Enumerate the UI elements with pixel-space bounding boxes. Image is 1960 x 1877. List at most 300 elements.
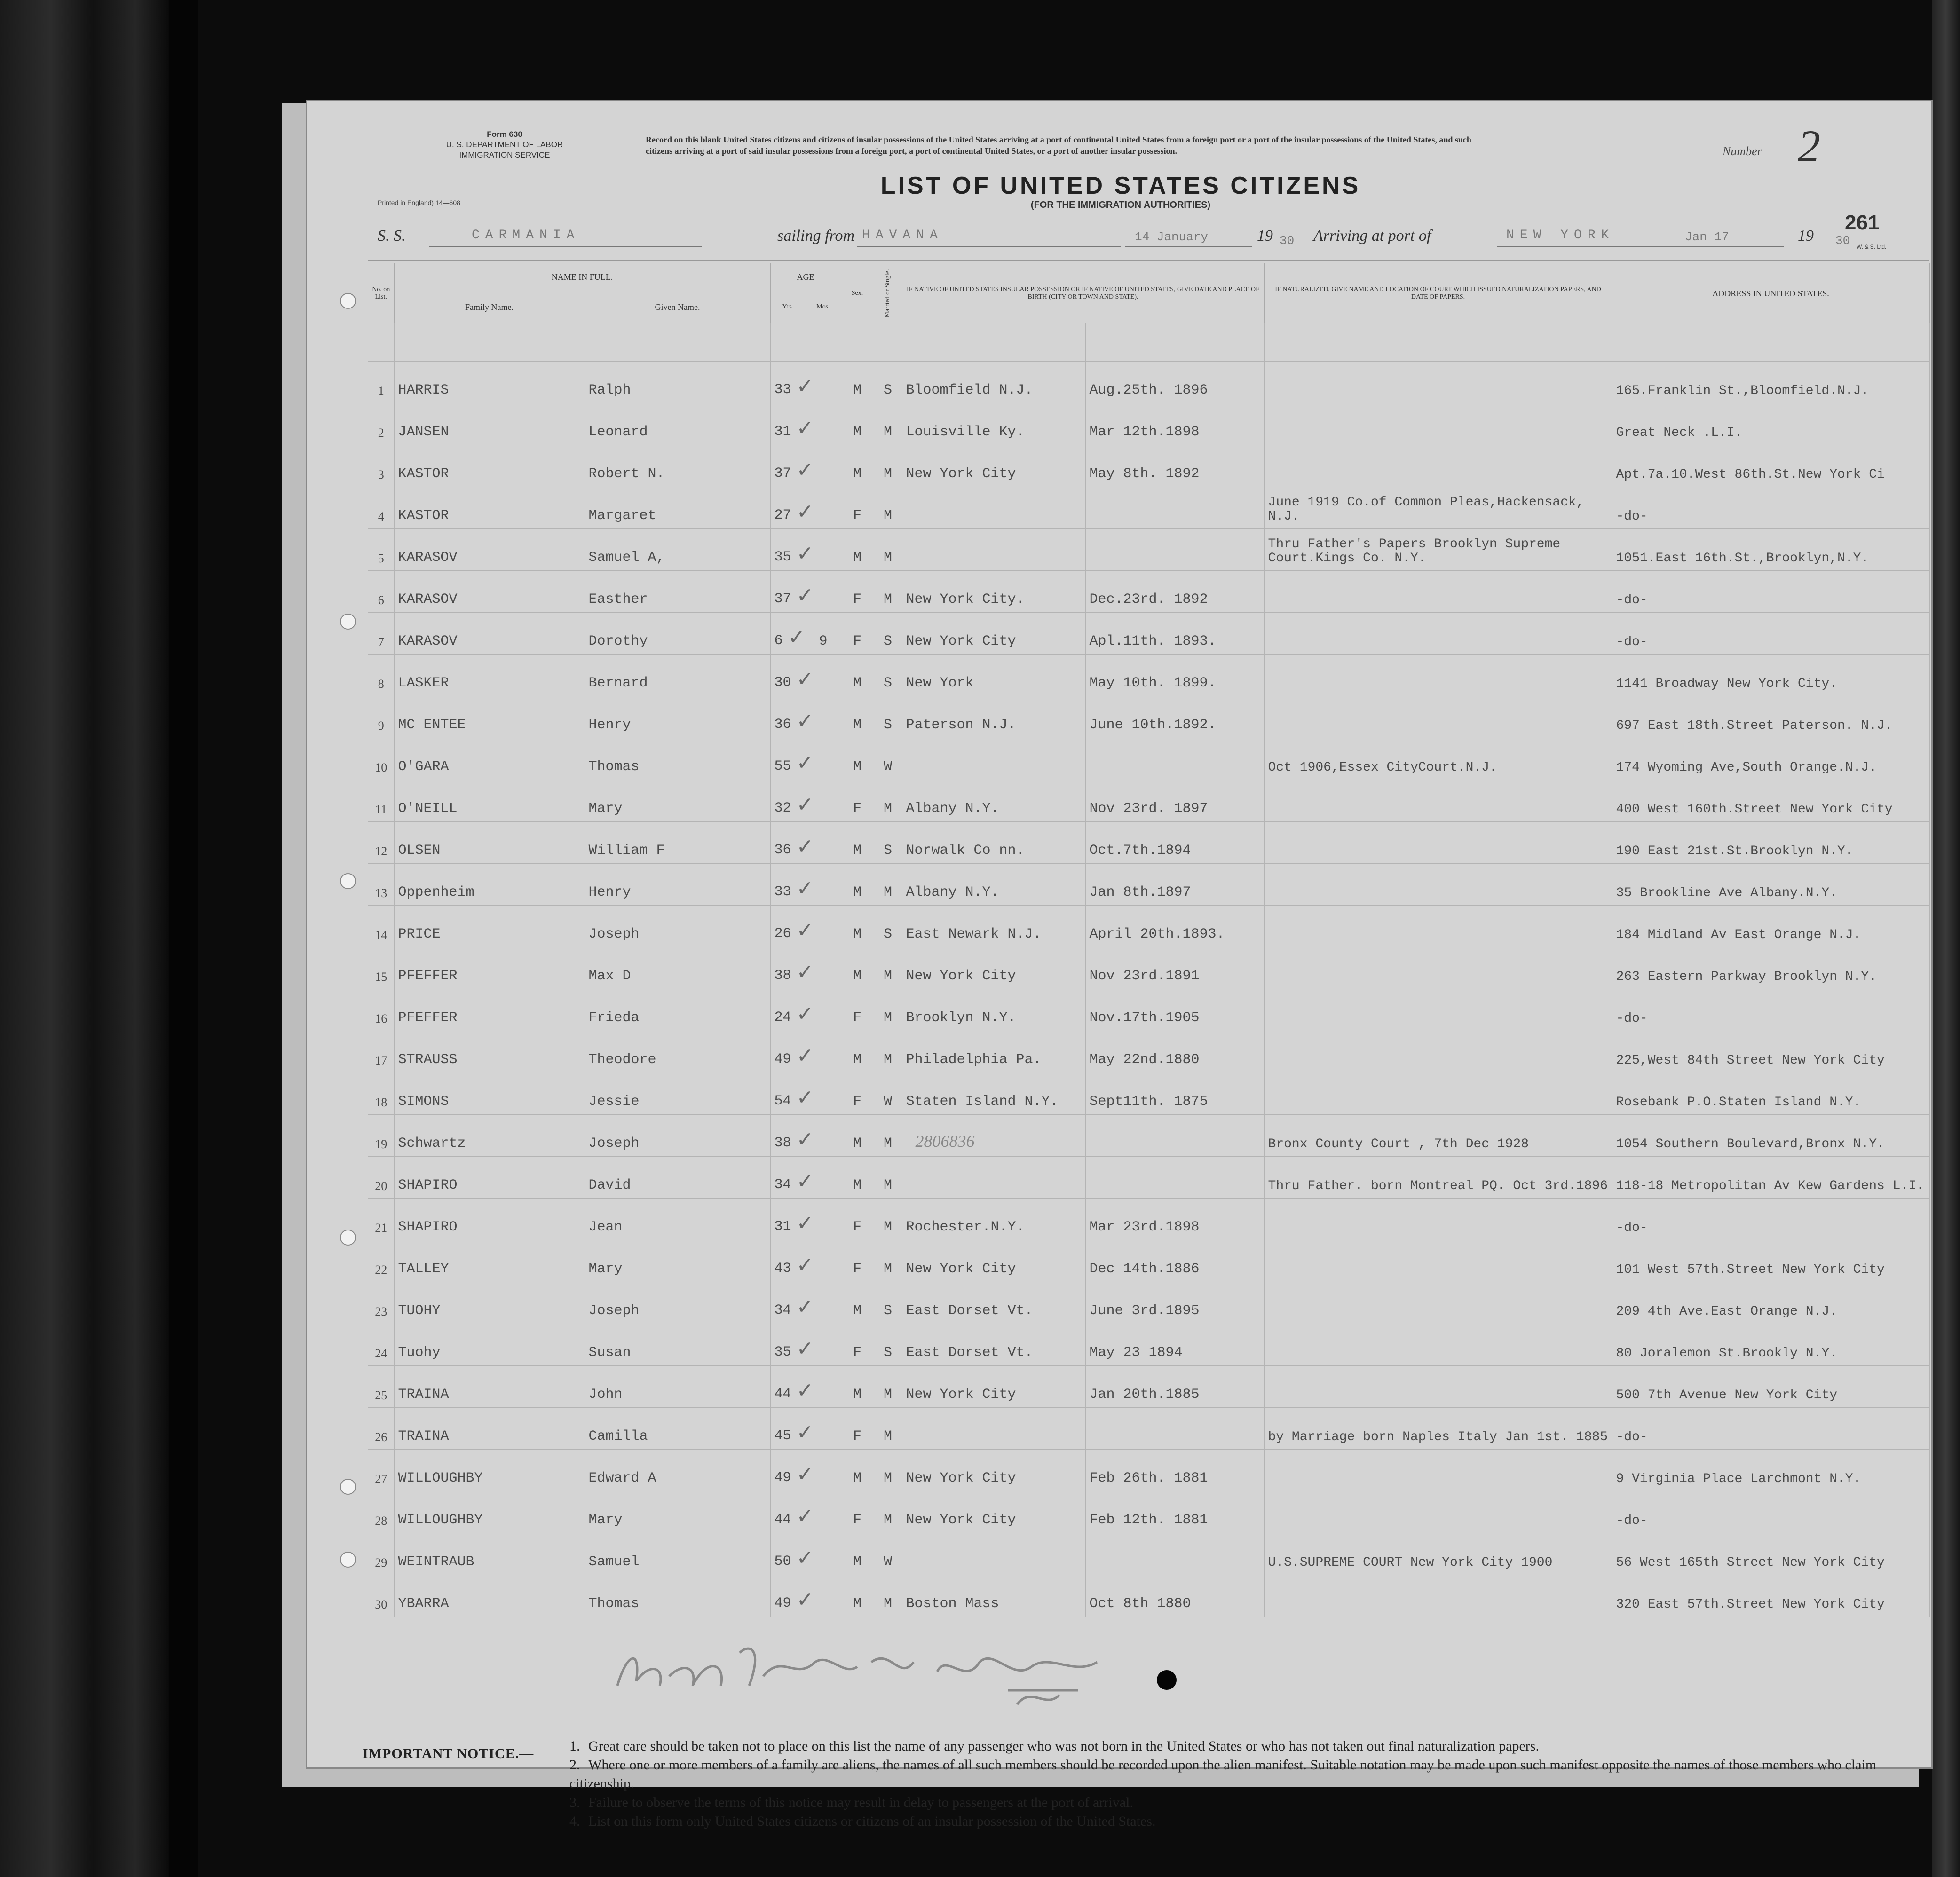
cell-marital-status: M	[874, 1157, 902, 1199]
cell-age-years: 31 ✓	[770, 1199, 806, 1240]
cell-age-years: 44 ✓	[770, 1491, 806, 1533]
cell-birth-date: Nov 23rd. 1897	[1085, 780, 1264, 822]
cell-sex: M	[841, 1533, 874, 1575]
check-mark-icon: ✓	[791, 584, 814, 607]
cell-given-name: Joseph	[585, 1115, 770, 1157]
cell-address: -do-	[1612, 487, 1929, 529]
cell-address: 80 Joralemon St.Brookly N.Y.	[1612, 1324, 1929, 1366]
cell-marital-status: M	[874, 947, 902, 989]
cell-family-name: TALLEY	[394, 1240, 585, 1282]
cell-family-name: SHAPIRO	[394, 1157, 585, 1199]
check-mark-icon: ✓	[782, 626, 806, 649]
cell-birth-date	[1085, 1115, 1264, 1157]
cell-birth-date: Mar 12th.1898	[1085, 403, 1264, 445]
cell-number: 2	[368, 403, 394, 445]
cell-birth-date: Feb 12th. 1881	[1085, 1491, 1264, 1533]
cell-number: 23	[368, 1282, 394, 1324]
cell-naturalization	[1264, 780, 1612, 822]
cell-sex: F	[841, 1199, 874, 1240]
cell-family-name: HARRIS	[394, 362, 585, 403]
cell-age-years: 49 ✓	[770, 1575, 806, 1617]
cell-birth-place: East Dorset Vt.	[902, 1324, 1085, 1366]
header-address: ADDRESS IN UNITED STATES.	[1612, 263, 1929, 323]
table-row	[368, 1533, 1929, 1575]
cell-address: 500 7th Avenue New York City	[1612, 1366, 1929, 1408]
cell-marital-status: M	[874, 1199, 902, 1240]
cell-birth-place: Bloomfield N.J.	[902, 362, 1085, 403]
cell-age-years: 54 ✓	[770, 1073, 806, 1115]
cell-marital-status: S	[874, 696, 902, 738]
cell-marital-status: M	[874, 571, 902, 613]
table-row	[368, 864, 1929, 906]
cell-naturalization	[1264, 1324, 1612, 1366]
cell-sex: F	[841, 780, 874, 822]
cell-naturalization: June 1919 Co.of Common Pleas,Hackensack, N.J.	[1264, 487, 1612, 529]
cell-age-years: 33 ✓	[770, 864, 806, 906]
cell-given-name: Jean	[585, 1199, 770, 1240]
punch-hole	[340, 1552, 356, 1568]
cell-given-name: Easther	[585, 571, 770, 613]
cell-given-name: Thomas	[585, 1575, 770, 1617]
table-row	[368, 906, 1929, 947]
cell-number: 7	[368, 613, 394, 655]
cell-sex: F	[841, 571, 874, 613]
number-label: Number	[1723, 144, 1762, 158]
cell-birth-place: New York	[902, 655, 1085, 696]
cell-family-name: KASTOR	[394, 487, 585, 529]
cell-age-years: 26 ✓	[770, 906, 806, 947]
table-row	[368, 1575, 1929, 1617]
check-mark-icon: ✓	[791, 710, 814, 733]
cell-given-name: Samuel A,	[585, 529, 770, 571]
cell-marital-status: W	[874, 1073, 902, 1115]
check-mark-icon: ✓	[791, 835, 814, 858]
cell-marital-status: M	[874, 1450, 902, 1491]
cell-birth-date: Oct 8th 1880	[1085, 1575, 1264, 1617]
cell-birth-place: Brooklyn N.Y.	[902, 989, 1085, 1031]
cell-given-name: Edward A	[585, 1450, 770, 1491]
scanner-background-strip	[169, 0, 198, 1877]
arrival-date: Jan 17	[1685, 230, 1729, 244]
cell-number: 29	[368, 1533, 394, 1575]
cell-birth-date: Dec.23rd. 1892	[1085, 571, 1264, 613]
instruction-text: Record on this blank United States citizens and citizens of insular possessions of the United States arriving at a port of continental United States from a foreign port or a port of the insular possessions of the United States, and such citizens arriving at a port of said insular possessions from a foreign port, a port of continental United States, or a port of another insular possession.	[646, 135, 1471, 156]
cell-naturalization	[1264, 989, 1612, 1031]
cell-address: 165.Franklin St.,Bloomfield.N.J.	[1612, 362, 1929, 403]
cell-address: -do-	[1612, 613, 1929, 655]
cell-birth-date: Nov.17th.1905	[1085, 989, 1264, 1031]
check-mark-icon: ✓	[791, 1463, 814, 1486]
table-row	[368, 947, 1929, 989]
cell-marital-status: M	[874, 1408, 902, 1450]
cell-given-name: David	[585, 1157, 770, 1199]
cell-naturalization	[1264, 403, 1612, 445]
cell-given-name: Samuel	[585, 1533, 770, 1575]
cell-birth-place: Albany N.Y.	[902, 864, 1085, 906]
cell-number: 13	[368, 864, 394, 906]
cell-marital-status: W	[874, 1533, 902, 1575]
cell-sex: F	[841, 1240, 874, 1282]
cell-address: 225,West 84th Street New York City	[1612, 1031, 1929, 1073]
cell-given-name: Theodore	[585, 1031, 770, 1073]
cell-address: 101 West 57th.Street New York City	[1612, 1240, 1929, 1282]
cell-marital-status: M	[874, 864, 902, 906]
cell-family-name: PFEFFER	[394, 947, 585, 989]
cell-given-name: Dorothy	[585, 613, 770, 655]
cell-sex: F	[841, 613, 874, 655]
notice-item-3: 3. Failure to observe the terms of this notice may result in delay to passengers at the port of arrival.	[569, 1795, 1133, 1810]
cell-sex: M	[841, 696, 874, 738]
cell-marital-status: S	[874, 1282, 902, 1324]
document-subtitle: (FOR THE IMMIGRATION AUTHORITIES)	[1030, 200, 1211, 210]
cell-naturalization	[1264, 947, 1612, 989]
header-family-name: Family Name.	[394, 291, 585, 323]
check-mark-icon: ✓	[791, 375, 814, 398]
cell-family-name: Schwartz	[394, 1115, 585, 1157]
notice-item-1: 1. Great care should be taken not to place on this list the name of any passenger who was not born in the United States or who has not taken out final naturalization papers.	[569, 1738, 1539, 1754]
cell-marital-status: S	[874, 906, 902, 947]
check-mark-icon: ✓	[791, 1254, 814, 1277]
cell-birth-place: Philadelphia Pa.	[902, 1031, 1085, 1073]
check-mark-icon: ✓	[791, 668, 814, 691]
cell-marital-status: W	[874, 738, 902, 780]
table-row	[368, 571, 1929, 613]
document-title: LIST OF UNITED STATES CITIZENS	[880, 172, 1361, 199]
cell-given-name: Bernard	[585, 655, 770, 696]
cell-sex: M	[841, 1282, 874, 1324]
cell-given-name: Mary	[585, 1491, 770, 1533]
cell-naturalization	[1264, 1450, 1612, 1491]
departure-date: 14 January	[1135, 230, 1209, 244]
cell-age-years: 50 ✓	[770, 1533, 806, 1575]
cell-number: 18	[368, 1073, 394, 1115]
cell-birth-date: Sept11th. 1875	[1085, 1073, 1264, 1115]
cell-sex: M	[841, 1450, 874, 1491]
cell-number: 10	[368, 738, 394, 780]
cell-birth-date	[1085, 487, 1264, 529]
cell-family-name: KARASOV	[394, 571, 585, 613]
cell-sex: M	[841, 822, 874, 864]
check-mark-icon: ✓	[791, 1295, 814, 1318]
notice-label: IMPORTANT NOTICE.—	[363, 1746, 534, 1761]
cell-family-name: JANSEN	[394, 403, 585, 445]
cell-address: 118-18 Metropolitan Av Kew Gardens L.I.	[1612, 1157, 1929, 1199]
cell-number: 8	[368, 655, 394, 696]
cell-birth-date: April 20th.1893.	[1085, 906, 1264, 947]
cell-number: 24	[368, 1324, 394, 1366]
inspector-signature	[608, 1634, 1125, 1709]
table-row	[368, 403, 1929, 445]
cell-number: 11	[368, 780, 394, 822]
cell-address: Great Neck .L.I.	[1612, 403, 1929, 445]
cell-naturalization: Thru Father's Papers Brooklyn Supreme Court.Kings Co. N.Y.	[1264, 529, 1612, 571]
year-2: 30	[1835, 234, 1850, 248]
cell-naturalization: by Marriage born Naples Italy Jan 1st. 1885	[1264, 1408, 1612, 1450]
cell-given-name: Mary	[585, 780, 770, 822]
check-mark-icon: ✓	[791, 458, 814, 481]
cell-birth-place	[902, 1408, 1085, 1450]
cell-number: 27	[368, 1450, 394, 1491]
cell-address: 35 Brookline Ave Albany.N.Y.	[1612, 864, 1929, 906]
cell-marital-status: M	[874, 1031, 902, 1073]
header-mos: Mos.	[806, 291, 841, 323]
cell-address: 320 East 57th.Street New York City	[1612, 1575, 1929, 1617]
cell-naturalization	[1264, 445, 1612, 487]
cell-birth-date: June 10th.1892.	[1085, 696, 1264, 738]
cell-naturalization	[1264, 613, 1612, 655]
cell-marital-status: S	[874, 362, 902, 403]
table-row	[368, 1073, 1929, 1115]
cell-given-name: Robert N.	[585, 445, 770, 487]
table-row	[368, 1282, 1929, 1324]
cell-given-name: Thomas	[585, 738, 770, 780]
cell-birth-date: Jan 8th.1897	[1085, 864, 1264, 906]
table-row	[368, 487, 1929, 529]
check-mark-icon: ✓	[791, 1421, 814, 1444]
table-row	[368, 696, 1929, 738]
cell-marital-status: M	[874, 445, 902, 487]
cell-age-years: 35 ✓	[770, 529, 806, 571]
cell-given-name: Henry	[585, 864, 770, 906]
cell-age-years: 27 ✓	[770, 487, 806, 529]
cell-address: 184 Midland Av East Orange N.J.	[1612, 906, 1929, 947]
cell-given-name: William F	[585, 822, 770, 864]
cell-age-years: 37 ✓	[770, 445, 806, 487]
cell-birth-place: East Newark N.J.	[902, 906, 1085, 947]
table-row	[368, 1366, 1929, 1408]
ss-label: S. S.	[378, 227, 406, 244]
table-row	[368, 1115, 1929, 1157]
voyage-line	[307, 225, 1934, 253]
cell-age-months: 9	[806, 613, 841, 655]
check-mark-icon: ✓	[791, 961, 814, 984]
check-mark-icon: ✓	[791, 500, 814, 523]
cell-birth-place: New York City	[902, 1450, 1085, 1491]
cell-age-years: 30 ✓	[770, 655, 806, 696]
table-row	[368, 362, 1929, 403]
punch-hole	[340, 873, 356, 889]
cell-sex: F	[841, 1073, 874, 1115]
cell-naturalization	[1264, 906, 1612, 947]
cell-age-years: 36 ✓	[770, 696, 806, 738]
cell-birth-place	[902, 1115, 1085, 1157]
cell-sex: F	[841, 1408, 874, 1450]
punch-hole	[340, 293, 356, 309]
cell-birth-place: Albany N.Y.	[902, 780, 1085, 822]
cell-address: -do-	[1612, 989, 1929, 1031]
cell-family-name: MC ENTEE	[394, 696, 585, 738]
cell-number: 6	[368, 571, 394, 613]
cell-given-name: Leonard	[585, 403, 770, 445]
cell-sex: M	[841, 947, 874, 989]
cell-naturalization: Thru Father. born Montreal PQ. Oct 3rd.1896	[1264, 1157, 1612, 1199]
cell-marital-status: M	[874, 403, 902, 445]
header-naturalized: IF NATURALIZED, GIVE NAME AND LOCATION OF COURT WHICH ISSUED NATURALIZATION PAPERS, AND DATE OF PAPERS.	[1264, 263, 1612, 323]
cell-address: -do-	[1612, 1199, 1929, 1240]
punch-hole	[340, 614, 356, 630]
cell-birth-date: Dec 14th.1886	[1085, 1240, 1264, 1282]
notice-item-4: 4. List on this form only United States citizens or citizens of an insular possession of the United States.	[569, 1814, 1156, 1829]
notice-list	[569, 1737, 1933, 1831]
cell-birth-place: New York City	[902, 445, 1085, 487]
table-row	[368, 989, 1929, 1031]
cell-birth-place	[902, 738, 1085, 780]
cell-address: Apt.7a.10.West 86th.St.New York Ci	[1612, 445, 1929, 487]
cell-birth-date: Jan 20th.1885	[1085, 1366, 1264, 1408]
cell-marital-status: M	[874, 780, 902, 822]
cell-family-name: Tuohy	[394, 1324, 585, 1366]
ship-line	[429, 246, 702, 247]
header-age: AGE	[770, 263, 841, 291]
cell-address: 1051.East 16th.St.,Brooklyn,N.Y.	[1612, 529, 1929, 571]
cell-birth-place	[902, 1533, 1085, 1575]
cell-address: Rosebank P.O.Staten Island N.Y.	[1612, 1073, 1929, 1115]
cell-marital-status: M	[874, 487, 902, 529]
check-mark-icon: ✓	[791, 1546, 814, 1569]
binding-hole	[1157, 1670, 1177, 1690]
cell-number: 9	[368, 696, 394, 738]
cell-given-name: Henry	[585, 696, 770, 738]
table-row	[368, 613, 1929, 655]
cell-age-years: 35 ✓	[770, 1324, 806, 1366]
arriving-label: Arriving at port of	[1313, 227, 1431, 244]
cell-marital-status: M	[874, 1491, 902, 1533]
cell-sex: M	[841, 529, 874, 571]
cell-sex: F	[841, 1324, 874, 1366]
printed-note: Printed in England) 14—608	[378, 199, 460, 206]
header-sex: Sex.	[841, 263, 874, 323]
cell-family-name: Oppenheim	[394, 864, 585, 906]
cell-birth-date: May 23 1894	[1085, 1324, 1264, 1366]
cell-naturalization	[1264, 864, 1612, 906]
cell-birth-place	[902, 529, 1085, 571]
cell-birth-place: New York City	[902, 947, 1085, 989]
cell-age-years: 43 ✓	[770, 1240, 806, 1282]
cell-birth-date: Aug.25th. 1896	[1085, 362, 1264, 403]
cell-address: -do-	[1612, 1408, 1929, 1450]
check-mark-icon: ✓	[791, 793, 814, 816]
cell-age-years: 37 ✓	[770, 571, 806, 613]
cell-address: 697 East 18th.Street Paterson. N.J.	[1612, 696, 1929, 738]
cell-marital-status: S	[874, 1324, 902, 1366]
cell-address: -do-	[1612, 1491, 1929, 1533]
cell-family-name: TRAINA	[394, 1408, 585, 1450]
cell-number: 4	[368, 487, 394, 529]
form-number: Form 630	[487, 130, 522, 139]
check-mark-icon: ✓	[791, 1170, 814, 1193]
cell-family-name: SHAPIRO	[394, 1199, 585, 1240]
cell-sex: M	[841, 738, 874, 780]
cell-family-name: PRICE	[394, 906, 585, 947]
cell-naturalization	[1264, 1031, 1612, 1073]
department: U. S. DEPARTMENT OF LABOR	[446, 140, 563, 149]
check-mark-icon: ✓	[791, 1588, 814, 1611]
cell-birth-place: Norwalk Co nn.	[902, 822, 1085, 864]
cell-age-years: 55 ✓	[770, 738, 806, 780]
cell-family-name: WILLOUGHBY	[394, 1450, 585, 1491]
cell-sex: F	[841, 487, 874, 529]
header-given-name: Given Name.	[585, 291, 770, 323]
cell-naturalization	[1264, 1199, 1612, 1240]
cell-birth-place: Louisville Ky.	[902, 403, 1085, 445]
header-no: No. on List.	[368, 263, 394, 323]
cell-family-name: WILLOUGHBY	[394, 1491, 585, 1533]
port-to-line	[1497, 246, 1784, 247]
cell-naturalization: Oct 1906,Essex CityCourt.N.J.	[1264, 738, 1612, 780]
cell-age-years: 49 ✓	[770, 1031, 806, 1073]
cell-age-years: 38 ✓	[770, 1115, 806, 1157]
cell-birth-date: May 8th. 1892	[1085, 445, 1264, 487]
manifest-sheet	[306, 100, 1933, 1829]
cell-sex: F	[841, 989, 874, 1031]
cell-number: 12	[368, 822, 394, 864]
cell-birth-place: New York City	[902, 1240, 1085, 1282]
cell-number: 16	[368, 989, 394, 1031]
notice-item-2: 2. Where one or more members of a family are aliens, the names of all such members should be recorded upon the alien manifest. Suitable notation may be made upon such manifest opposite the names of those members who claim citizenship.	[569, 1757, 1877, 1791]
scanner-background-right	[1932, 0, 1960, 1877]
cell-birth-place: Staten Island N.Y.	[902, 1073, 1085, 1115]
cell-address: 56 West 165th Street New York City	[1612, 1533, 1929, 1575]
check-mark-icon: ✓	[791, 1337, 814, 1360]
cell-birth-date: May 10th. 1899.	[1085, 655, 1264, 696]
table-row	[368, 738, 1929, 780]
cell-birth-date: Mar 23rd.1898	[1085, 1199, 1264, 1240]
year-1: 30	[1280, 234, 1295, 248]
cell-birth-date	[1085, 1533, 1264, 1575]
cell-given-name: Margaret	[585, 487, 770, 529]
table-row	[368, 1324, 1929, 1366]
cell-family-name: TUOHY	[394, 1282, 585, 1324]
cell-address: 9 Virginia Place Larchmont N.Y.	[1612, 1450, 1929, 1491]
cell-age-years: 36 ✓	[770, 822, 806, 864]
port-from: HAVANA	[862, 228, 943, 243]
cell-sex: M	[841, 445, 874, 487]
cell-number: 14	[368, 906, 394, 947]
cell-sex: M	[841, 1157, 874, 1199]
page-number: 261	[1845, 211, 1880, 234]
cell-age-years: 34 ✓	[770, 1157, 806, 1199]
cell-naturalization	[1264, 1282, 1612, 1324]
cell-birth-date	[1085, 529, 1264, 571]
printer-note: W. & S. Ltd.	[1857, 244, 1887, 250]
table-row	[368, 655, 1929, 696]
cell-age-years: 24 ✓	[770, 989, 806, 1031]
cell-given-name: Mary	[585, 1240, 770, 1282]
table-row	[368, 529, 1929, 571]
cell-family-name: SIMONS	[394, 1073, 585, 1115]
cell-age-years: 31 ✓	[770, 403, 806, 445]
cell-family-name: OLSEN	[394, 822, 585, 864]
cell-marital-status: M	[874, 529, 902, 571]
cell-marital-status: S	[874, 613, 902, 655]
cell-number: 5	[368, 529, 394, 571]
cell-naturalization	[1264, 362, 1612, 403]
check-mark-icon: ✓	[791, 1212, 814, 1235]
cell-number: 20	[368, 1157, 394, 1199]
table-row	[368, 1450, 1929, 1491]
spacer-row	[368, 323, 1929, 362]
passenger-table	[368, 263, 1930, 1617]
header-birth: IF NATIVE OF UNITED STATES INSULAR POSSESSION OR IF NATIVE OF UNITED STATES, GIVE DATE AND PLACE OF BIRTH (CITY OR TOWN AND STATE).	[902, 263, 1264, 323]
cell-marital-status: M	[874, 1366, 902, 1408]
cell-sex: M	[841, 362, 874, 403]
table-row	[368, 822, 1929, 864]
cell-number: 21	[368, 1199, 394, 1240]
check-mark-icon: ✓	[791, 919, 814, 942]
table-row	[368, 1031, 1929, 1073]
cell-marital-status: M	[874, 989, 902, 1031]
cell-given-name: Susan	[585, 1324, 770, 1366]
